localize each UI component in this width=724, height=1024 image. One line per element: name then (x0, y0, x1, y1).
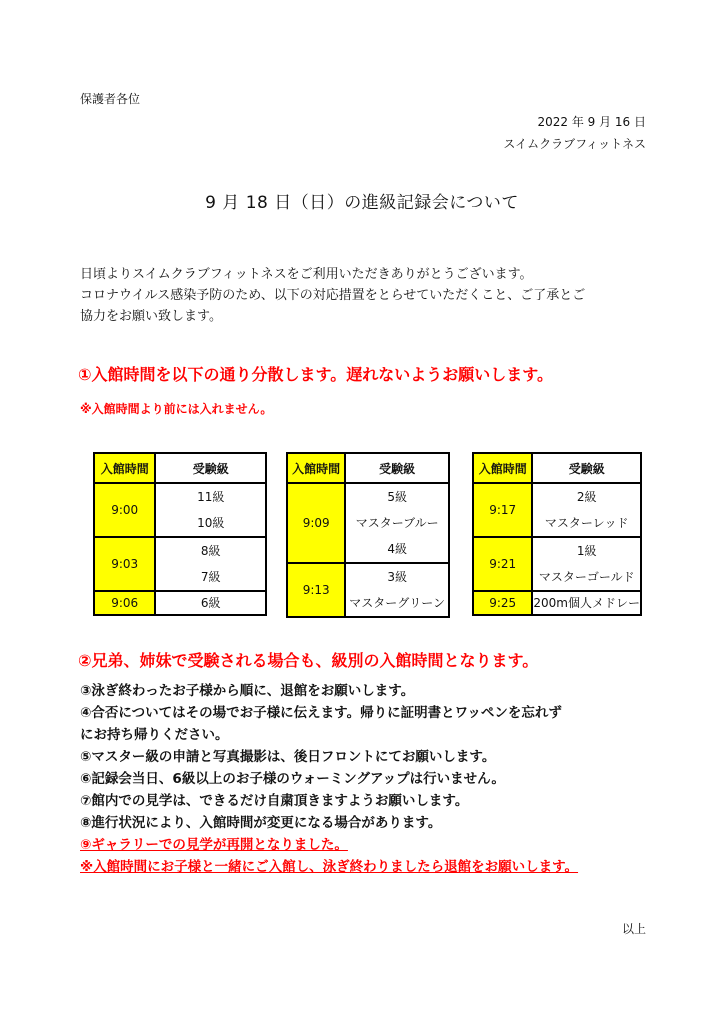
intro-paragraph (80, 264, 660, 327)
table-header-row (94, 453, 266, 483)
grade-item: 1級 (576, 544, 597, 558)
entry-time-cell: 9:21 (473, 537, 532, 591)
grade-item: 3級 (387, 570, 407, 584)
table-header-row (473, 453, 641, 483)
table-row (473, 591, 641, 615)
red-note-item: ※入館時間にお子様と一緒にご入館し、泳ぎ終わりましたら退館をお願いします。 (80, 859, 579, 875)
note-item: ⑤マスター級の申請と写真撮影は、後日フロントにてお願いします。 (80, 749, 496, 765)
grade-cell (155, 483, 266, 537)
addressee: 保護者各位 (80, 92, 141, 106)
header-entry-time: 入館時間 (287, 453, 345, 483)
grade-cell (532, 483, 641, 537)
notes-list (80, 680, 578, 878)
document-date: 2022 年 9 月 16 日 (537, 115, 646, 129)
grade-item: 200m個人メドレー (533, 596, 640, 610)
note-item: ⑧進行状況により、入館時間が変更になる場合があります。 (80, 815, 442, 831)
entry-time-cell: 9:13 (287, 563, 345, 617)
document-title: 9 月 18 日（日）の進級記録会について (205, 193, 519, 213)
grade-item: 8級 (200, 544, 221, 558)
entry-time-cell: 9:25 (473, 591, 532, 615)
table-row (473, 483, 641, 537)
red-note-item: ⑨ギャラリーでの見学が再開となりました。 (80, 837, 348, 853)
entry-time-cell: 9:03 (94, 537, 155, 591)
note-item: にお持ち帰りください。 (80, 727, 229, 743)
entry-time-cell: 9:09 (287, 483, 345, 563)
schedule-table-2 (286, 452, 450, 618)
table-row (94, 483, 266, 537)
grade-item: 7級 (200, 570, 221, 584)
table-row (287, 563, 449, 617)
intro-line: 日頃よりスイムクラブフィットネスをご利用いただきありがとうございます。 (80, 267, 533, 282)
grade-cell (345, 563, 449, 617)
grade-cell (155, 591, 266, 615)
entry-time-cell: 9:00 (94, 483, 155, 537)
table-row (473, 537, 641, 591)
grade-item: マスターレッド (544, 516, 629, 530)
note-item: ④合否についてはその場でお子様に伝えます。帰りに証明書とワッペンを忘れず (80, 705, 562, 721)
grade-item: 6級 (200, 596, 221, 610)
organization-name: スイムクラブフィットネス (503, 137, 646, 151)
header-entry-time: 入館時間 (94, 453, 155, 483)
entry-time-cell: 9:17 (473, 483, 532, 537)
table-row (94, 591, 266, 615)
grade-item: マスターゴールド (538, 570, 635, 584)
grade-item: マスターブルー (355, 516, 439, 530)
table-row (287, 483, 449, 563)
grade-item: 10級 (197, 516, 225, 530)
header-grade: 受験級 (345, 453, 449, 483)
note-item: ③泳ぎ終わったお子様から順に、退館をお願いします。 (80, 683, 415, 699)
grade-item: 4級 (387, 542, 407, 556)
closing-text: 以上 (621, 922, 646, 936)
grade-item: 5級 (387, 490, 407, 504)
grade-cell (345, 483, 449, 563)
grade-cell (532, 591, 641, 615)
grade-item: 11級 (197, 490, 225, 504)
grade-item: 2級 (576, 490, 597, 504)
schedule-table-3 (472, 452, 642, 616)
header-entry-time: 入館時間 (473, 453, 532, 483)
header-grade: 受験級 (155, 453, 266, 483)
intro-line: 協力をお願い致します。 (80, 309, 222, 324)
schedule-table-1 (93, 452, 267, 616)
note-item: ⑦館内での見学は、できるだけ自粛頂きますようお願いします。 (80, 793, 469, 809)
grade-cell (155, 537, 266, 591)
table-row (94, 537, 266, 591)
header-grade: 受験級 (532, 453, 641, 483)
section2-heading: ②兄弟、姉妹で受験される場合も、級別の入館時間となります。 (78, 651, 539, 670)
entry-time-cell: 9:06 (94, 591, 155, 615)
grade-item: マスターグリーン (349, 596, 446, 610)
note-item: ⑥記録会当日、6級以上のお子様のウォーミングアップは行いません。 (80, 771, 505, 787)
table-header-row (287, 453, 449, 483)
intro-line: コロナウイルス感染予防のため、以下の対応措置をとらせていただくこと、ご了承とご (80, 288, 586, 303)
grade-cell (532, 537, 641, 591)
section1-note: ※入館時間より前には入れません。 (80, 402, 273, 416)
section1-heading: ①入館時間を以下の通り分散します。遅れないようお願いします。 (78, 365, 553, 384)
